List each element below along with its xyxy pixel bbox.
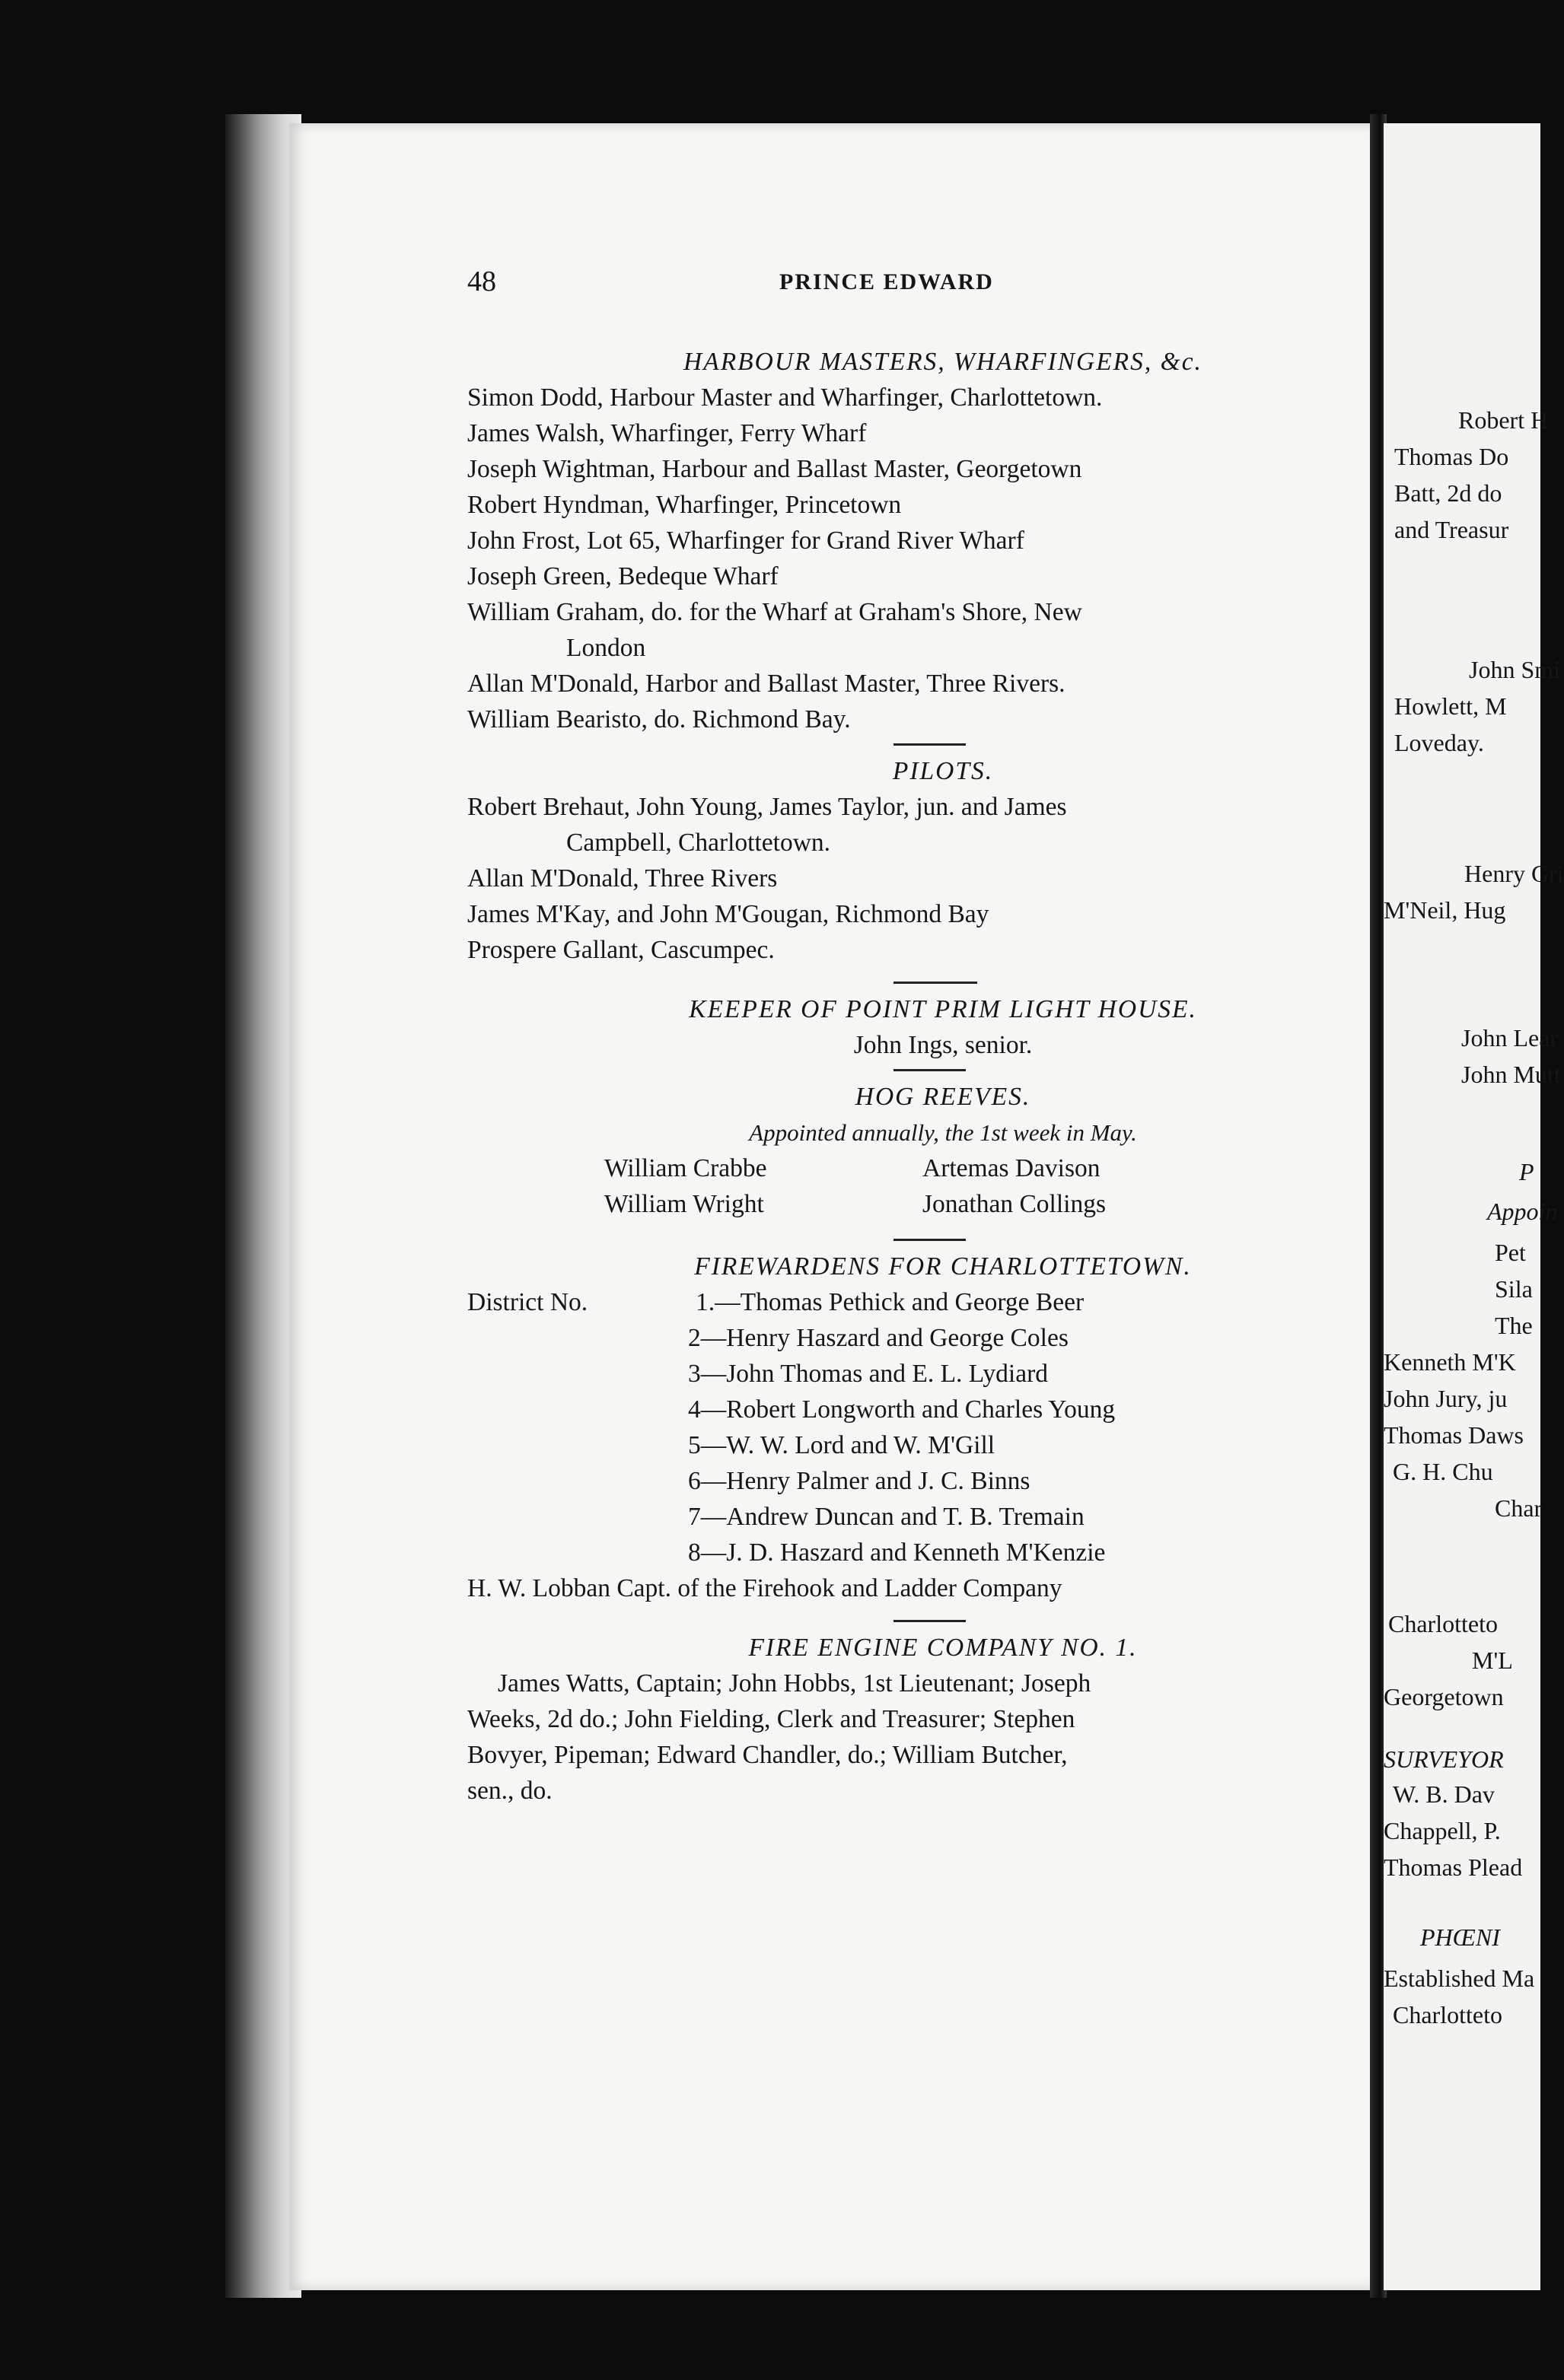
next-page-line: Kenneth M'K <box>1384 1348 1516 1376</box>
next-page-line: John Smi <box>1469 656 1561 683</box>
entry-line: Allan M'Donald, Harbor and Ballast Master, Three Rivers. <box>467 670 1065 698</box>
page-content <box>467 344 1358 1809</box>
section-divider <box>893 1239 966 1241</box>
section-subheading: Appointed annually, the 1st week in May. <box>749 1119 1137 1146</box>
next-page-line: Chappell, P. <box>1384 1817 1501 1844</box>
next-page-line: Howlett, M <box>1394 692 1507 720</box>
section-heading: KEEPER OF POINT PRIM LIGHT HOUSE. <box>689 995 1197 1023</box>
name-cell: Artemas Davison <box>922 1154 1101 1182</box>
page-number: 48 <box>467 266 496 298</box>
district-entry: 1.—Thomas Pethick and George Beer <box>696 1288 1085 1316</box>
next-page-line: PHŒNI <box>1420 1923 1500 1951</box>
district-entry: 6—Henry Palmer and J. C. Binns <box>688 1467 1030 1495</box>
entry-line: Prospere Gallant, Cascumpec. <box>467 936 775 964</box>
next-page-line: SURVEYOR <box>1384 1745 1504 1773</box>
next-page-line: Batt, 2d do <box>1394 479 1502 507</box>
next-page-line: Pet <box>1495 1239 1526 1266</box>
section-heading: HARBOUR MASTERS, WHARFINGERS, &c. <box>683 348 1202 376</box>
next-page-line: Charlotteto <box>1393 2001 1502 2028</box>
next-page-line: Sila <box>1495 1275 1533 1303</box>
district-entry: 3—John Thomas and E. L. Lydiard <box>688 1360 1048 1388</box>
names-row <box>604 1186 1358 1222</box>
entry-line: sen., do. <box>467 1777 553 1805</box>
next-page-line: Robert H <box>1458 406 1549 434</box>
next-page-line: G. H. Chu <box>1393 1458 1493 1485</box>
names-row <box>604 1150 1358 1186</box>
district-entry: 8—J. D. Haszard and Kenneth M'Kenzie <box>688 1538 1106 1567</box>
next-page-line: Thomas Do <box>1394 443 1509 470</box>
next-page-fragment <box>1384 123 1564 2290</box>
next-page-line: Henry Gri <box>1464 860 1564 887</box>
harbour-masters-section <box>467 344 1358 737</box>
hog-reeves-section <box>467 1079 1358 1222</box>
entry-line: Joseph Green, Bedeque Wharf <box>467 562 779 590</box>
entry-line: H. W. Lobban Capt. of the Firehook and Ladder Company <box>467 1574 1062 1602</box>
next-page-line: and Treasur <box>1394 516 1509 543</box>
next-page-line: Appoin <box>1487 1198 1558 1225</box>
next-page-line: M'Neil, Hug <box>1384 896 1506 924</box>
section-divider <box>893 1620 966 1622</box>
next-page-line: Thomas Daws <box>1384 1421 1524 1449</box>
firewardens-section <box>467 1249 1358 1606</box>
next-page-line: W. B. Dav <box>1393 1780 1495 1808</box>
entry-line: Allan M'Donald, Three Rivers <box>467 864 778 892</box>
entry-line: William Graham, do. for the Wharf at Graham's Shore, New <box>467 598 1082 626</box>
name-cell: William Crabbe <box>604 1154 767 1182</box>
entry-line: James Walsh, Wharfinger, Ferry Wharf <box>467 419 867 447</box>
entry-line: James Watts, Captain; John Hobbs, 1st Lieutenant; Joseph <box>498 1669 1091 1698</box>
entry-line: Robert Brehaut, John Young, James Taylor, jun. and James <box>467 793 1067 821</box>
name-cell: William Wright <box>604 1190 764 1218</box>
next-page-line: M'L <box>1472 1647 1513 1674</box>
next-page-line: John Lear <box>1461 1024 1559 1052</box>
next-page-line: The <box>1495 1312 1533 1339</box>
section-heading: FIRE ENGINE COMPANY NO. 1. <box>748 1634 1138 1662</box>
next-page-line: P <box>1519 1158 1534 1185</box>
keeper-name: John Ings, senior. <box>853 1031 1033 1059</box>
district-label: District No. <box>467 1288 588 1316</box>
district-entry: 2—Henry Haszard and George Coles <box>688 1324 1069 1352</box>
section-divider <box>893 1069 966 1071</box>
next-page-line: Loveday. <box>1394 729 1484 756</box>
entry-line: William Bearisto, do. Richmond Bay. <box>467 705 851 733</box>
next-page-line: Thomas Plead <box>1384 1853 1523 1881</box>
section-heading: PILOTS. <box>892 757 994 785</box>
section-heading: HOG REEVES. <box>855 1083 1031 1111</box>
name-cell: Jonathan Collings <box>922 1190 1107 1218</box>
section-heading: FIREWARDENS FOR CHARLOTTETOWN. <box>694 1252 1192 1281</box>
page-header <box>467 265 1343 303</box>
next-page-line: Charlotteto <box>1388 1610 1498 1637</box>
lighthouse-section <box>467 991 1358 1063</box>
entry-line: James M'Kay, and John M'Gougan, Richmond Bay <box>467 900 989 928</box>
district-entry: 4—Robert Longworth and Charles Young <box>688 1395 1116 1424</box>
next-page-line: Char <box>1495 1494 1543 1522</box>
running-head: PRINCE EDWARD <box>779 269 994 294</box>
entry-line: Campbell, Charlottetown. <box>566 829 831 857</box>
entry-line: Robert Hyndman, Wharfinger, Princetown <box>467 491 902 519</box>
next-page-line: Established Ma <box>1384 1965 1535 1992</box>
fire-engine-section <box>467 1630 1358 1809</box>
entry-line: Joseph Wightman, Harbour and Ballast Master, Georgetown <box>467 455 1082 483</box>
district-row <box>467 1284 1358 1320</box>
entry-line: Weeks, 2d do.; John Fielding, Clerk and Treasurer; Stephen <box>467 1705 1075 1733</box>
section-divider <box>893 743 966 746</box>
entry-line: John Frost, Lot 65, Wharfinger for Grand River Wharf <box>467 527 1024 555</box>
entry-line: Simon Dodd, Harbour Master and Wharfinger, Charlottetown. <box>467 383 1103 412</box>
next-page-line: John Jury, ju <box>1384 1385 1508 1412</box>
district-entry: 7—Andrew Duncan and T. B. Tremain <box>688 1503 1085 1531</box>
district-entry: 5—W. W. Lord and W. M'Gill <box>688 1431 995 1459</box>
entry-line: London <box>566 634 646 662</box>
next-page-line: John Mutt <box>1461 1061 1561 1088</box>
section-divider <box>893 982 977 984</box>
pilots-section <box>467 753 1358 968</box>
entry-line: Bovyer, Pipeman; Edward Chandler, do.; William Butcher, <box>467 1741 1068 1769</box>
next-page-line: Georgetown <box>1384 1683 1504 1710</box>
